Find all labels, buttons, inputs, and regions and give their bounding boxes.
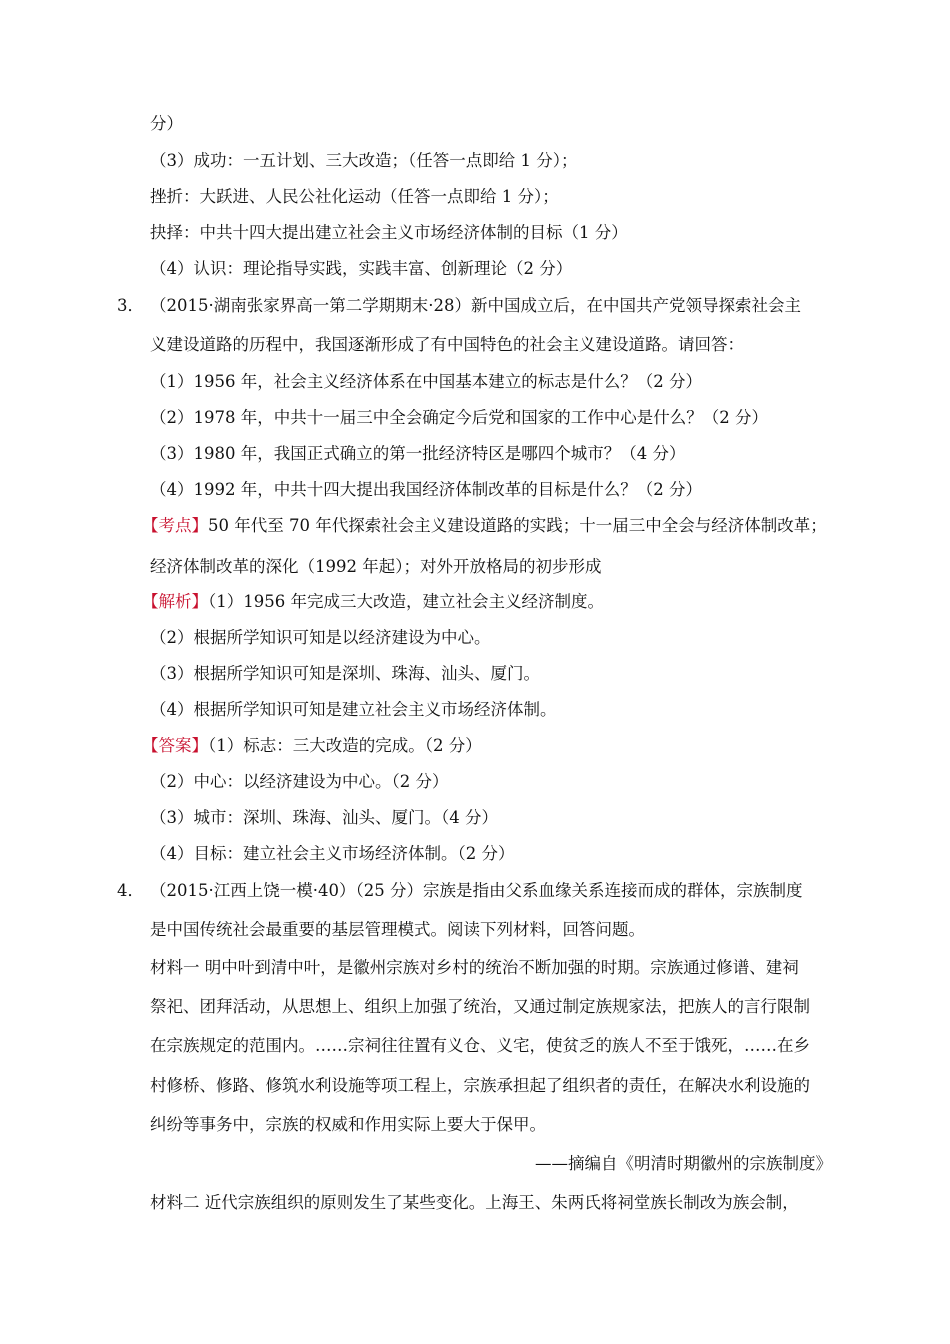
q3-sub-question-4: （4）1992 年，中共十四大提出我国经济体制改革的目标是什么？（2 分） <box>150 480 702 499</box>
q3-jiexi-line-3: （3）根据所学知识可知是深圳、珠海、汕头、厦门。 <box>150 664 540 683</box>
jiexi-tag: 【解析】 <box>142 592 208 611</box>
q3-daan-line-3: （3）城市：深圳、珠海、汕头、厦门。（4 分） <box>150 808 498 827</box>
q3-kaodian-line-2: 经济体制改革的深化（1992 年起）；对外开放格局的初步形成 <box>150 557 602 576</box>
q4-material-1-line-5: 纠纷等事务中，宗族的权威和作用实际上要大于保甲。 <box>150 1115 546 1134</box>
q3-number: 3． <box>117 296 144 315</box>
daan-text-1: （1）标志：三大改造的完成。（2 分） <box>208 736 482 755</box>
q3-sub-question-2: （2）1978 年，中共十一届三中全会确定今后党和国家的工作中心是什么？（2 分） <box>150 408 768 427</box>
q3-jiexi-line-2: （2）根据所学知识可知是以经济建设为中心。 <box>150 628 491 647</box>
q4-material-1-line-2: 祭祀、团拜活动，从思想上、组织上加强了统治，又通过制定族规家法，把族人的言行限制 <box>150 997 810 1016</box>
q4-material-1-line-3: 在宗族规定的范围内。……宗祠往往置有义仓、义宅，使贫乏的族人不至于饿死，……在乡 <box>150 1036 810 1055</box>
jiexi-text-1: （1）1956 年完成三大改造，建立社会主义经济制度。 <box>208 592 604 611</box>
q4-number: 4． <box>117 881 144 900</box>
q4-stem-line-2: 是中国传统社会最重要的基层管理模式。阅读下列材料，回答问题。 <box>150 920 645 939</box>
kaodian-text-1: 50 年代至 70 年代探索社会主义建设道路的实践；十一届三中全会与经济体制改革； <box>208 516 827 535</box>
q4-material-1-line-4: 村修桥、修路、修筑水利设施等项工程上，宗族承担起了组织者的责任，在解决水利设施的 <box>150 1076 810 1095</box>
q3-daan-line-4: （4）目标：建立社会主义市场经济体制。（2 分） <box>150 844 515 863</box>
q3-jiexi-line-4: （4）根据所学知识可知是建立社会主义市场经济体制。 <box>150 700 557 719</box>
q3-sub-question-1: （1）1956 年，社会主义经济体系在中国基本建立的标志是什么？（2 分） <box>150 372 702 391</box>
q4-material-1-source: ——摘编自《明清时期徽州的宗族制度》 <box>535 1154 832 1173</box>
kaodian-tag: 【考点】 <box>142 516 208 535</box>
q2-cuozhe-line: 挫折：大跃进、人民公社化运动（任答一点即给 1 分）； <box>150 187 559 206</box>
q2-fen-line: 分） <box>150 114 183 133</box>
q2-answer-3-line: （3）成功：一五计划、三大改造；（任答一点即给 1 分）； <box>150 151 578 170</box>
q4-material-1-line-1: 材料一 明中叶到清中叶，是徽州宗族对乡村的统治不断加强的时期。宗族通过修谱、建祠 <box>150 958 799 977</box>
q3-stem-line-2: 义建设道路的历程中，我国逐渐形成了有中国特色的社会主义建设道路。请回答： <box>150 335 744 354</box>
q4-material-2-line-1: 材料二 近代宗族组织的原则发生了某些变化。上海王、朱两氏将祠堂族长制改为族会制， <box>150 1193 799 1212</box>
q2-jueze-line: 抉择：中共十四大提出建立社会主义市场经济体制的目标（1 分） <box>150 223 628 242</box>
q2-answer-4-line: （4）认识：理论指导实践，实践丰富、创新理论（2 分） <box>150 259 573 278</box>
daan-tag: 【答案】 <box>142 736 208 755</box>
q3-stem-line-1: （2015·湖南张家界高一第二学期期末·28）新中国成立后，在中国共产党领导探索社会主 <box>150 296 801 315</box>
q3-daan-line-1 <box>142 735 482 757</box>
q3-kaodian-line-1 <box>142 515 827 537</box>
q3-jiexi-line-1 <box>142 591 604 613</box>
q4-stem-line-1: （2015·江西上饶一模·40）（25 分）宗族是指由父系血缘关系连接而成的群体，宗族制度 <box>150 881 803 900</box>
q3-sub-question-3: （3）1980 年，我国正式确立的第一批经济特区是哪四个城市？（4 分） <box>150 444 686 463</box>
q3-daan-line-2: （2）中心：以经济建设为中心。（2 分） <box>150 772 449 791</box>
